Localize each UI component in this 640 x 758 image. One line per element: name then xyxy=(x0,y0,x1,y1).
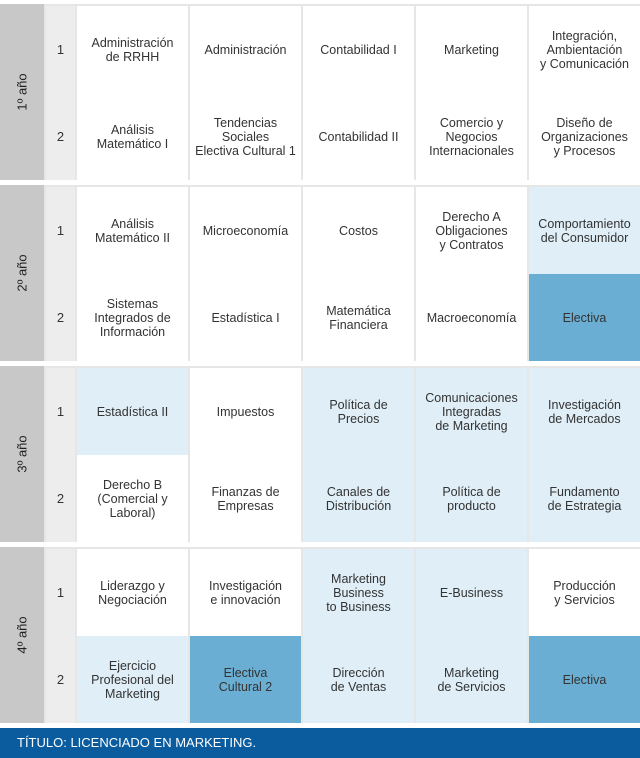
subject-cell xyxy=(77,368,188,455)
subject-name: Estadística I xyxy=(211,310,280,325)
year-block xyxy=(0,366,640,542)
subject-cell xyxy=(303,93,414,180)
subject-cell xyxy=(303,6,414,93)
subject-name: Diseño de Organizaciones y Procesos xyxy=(541,115,628,158)
subject-name: Marketing de Servicios xyxy=(437,665,506,694)
degree-title: TÍTULO: LICENCIADO EN MARKETING. xyxy=(17,735,257,750)
year-label-text: 2º año xyxy=(14,254,30,292)
subject-cell xyxy=(303,187,414,274)
subject-name: Sistemas Integrados de Información xyxy=(94,296,171,339)
subject-cell xyxy=(416,636,527,723)
subject-name: Análisis Matemático II xyxy=(94,216,171,245)
subject-cell xyxy=(529,274,640,361)
semester-number xyxy=(46,455,75,542)
subject-name: Dirección de Ventas xyxy=(330,665,387,694)
semester-number-text: 2 xyxy=(56,310,65,325)
subject-name: Contabilidad II xyxy=(318,129,399,144)
subject-cell xyxy=(416,6,527,93)
subject-cell xyxy=(303,636,414,723)
year-label xyxy=(0,185,44,361)
subject-name: Electiva xyxy=(562,672,607,687)
subject-cell xyxy=(529,6,640,93)
subject-cell xyxy=(416,455,527,542)
semester-number xyxy=(46,368,75,455)
subject-cell xyxy=(190,455,301,542)
subject-name: Tendencias Sociales Electiva Cultural 1 xyxy=(195,115,296,158)
subject-cell xyxy=(77,549,188,636)
semester-number-text: 1 xyxy=(56,585,65,600)
subject-name: Contabilidad I xyxy=(320,42,397,57)
subject-cell xyxy=(529,93,640,180)
subject-name: Marketing xyxy=(444,42,499,57)
subject-cell xyxy=(416,187,527,274)
subject-name: Ejercicio Profesional del Marketing xyxy=(91,658,174,701)
subject-name: Marketing Business to Business xyxy=(326,571,391,614)
subject-cell xyxy=(190,636,301,723)
subject-name: Electiva Cultural 2 xyxy=(218,665,273,694)
subject-cell xyxy=(190,93,301,180)
semester-number xyxy=(46,93,75,180)
subject-cell xyxy=(190,274,301,361)
semester-number xyxy=(46,549,75,636)
subject-cell xyxy=(529,636,640,723)
year-label xyxy=(0,366,44,542)
subject-name: Producción y Servicios xyxy=(553,578,616,607)
semester-number-text: 1 xyxy=(56,404,65,419)
subject-cell xyxy=(303,549,414,636)
subject-name: Investigación e innovación xyxy=(209,578,282,607)
subject-name: Fundamento de Estrategia xyxy=(547,484,622,513)
subject-cell xyxy=(77,636,188,723)
year-block xyxy=(0,4,640,180)
subject-name: Análisis Matemático I xyxy=(96,122,169,151)
subject-name: Finanzas de Empresas xyxy=(211,484,280,513)
subject-cell xyxy=(303,368,414,455)
subject-name: Electiva xyxy=(562,310,607,325)
subject-cell xyxy=(77,274,188,361)
year-label-text: 3º año xyxy=(14,435,30,473)
subject-cell xyxy=(77,93,188,180)
subject-cell xyxy=(77,455,188,542)
subject-name: Comercio y Negocios Internacionales xyxy=(429,115,514,158)
degree-title-footer xyxy=(0,728,640,758)
semester-number xyxy=(46,187,75,274)
year-label xyxy=(0,547,44,723)
subject-cell xyxy=(529,368,640,455)
subject-cell xyxy=(529,187,640,274)
subject-name: Liderazgo y Negociación xyxy=(98,578,167,607)
subject-cell xyxy=(190,368,301,455)
subject-cell xyxy=(529,549,640,636)
year-block xyxy=(0,547,640,723)
subject-cell xyxy=(77,6,188,93)
year-label-text: 4º año xyxy=(14,616,30,654)
subject-cell xyxy=(77,187,188,274)
subject-name: Administración de RRHH xyxy=(91,35,174,64)
year-block xyxy=(0,185,640,361)
subject-name: Microeconomía xyxy=(202,223,289,238)
year-label-text: 1º año xyxy=(14,73,30,111)
subject-cell xyxy=(303,274,414,361)
subject-name: Canales de Distribución xyxy=(325,484,392,513)
subject-name: Política de producto xyxy=(442,484,501,513)
semester-number-text: 1 xyxy=(56,223,65,238)
subject-name: Impuestos xyxy=(216,404,275,419)
year-label xyxy=(0,4,44,180)
subject-name: Administración xyxy=(204,42,287,57)
subject-cell xyxy=(529,455,640,542)
semester-number-text: 1 xyxy=(56,42,65,57)
semester-number xyxy=(46,636,75,723)
semester-number-text: 2 xyxy=(56,129,65,144)
subject-name: Integración, Ambientación y Comunicación xyxy=(540,28,629,71)
semester-number xyxy=(46,6,75,93)
subject-name: Investigación de Mercados xyxy=(548,397,621,426)
semester-number xyxy=(46,274,75,361)
subject-cell xyxy=(416,549,527,636)
subject-name: Derecho B (Comercial y Laboral) xyxy=(97,477,168,520)
subject-name: E-Business xyxy=(439,585,504,600)
subject-name: Comunicaciones Integradas de Marketing xyxy=(425,390,518,433)
semester-number-text: 2 xyxy=(56,672,65,687)
subject-cell xyxy=(303,455,414,542)
subject-cell xyxy=(416,274,527,361)
subject-name: Política de Precios xyxy=(329,397,388,426)
subject-cell xyxy=(416,93,527,180)
subject-name: Derecho A Obligaciones y Contratos xyxy=(435,209,508,252)
subject-name: Comportamiento del Consumidor xyxy=(538,216,631,245)
subject-cell xyxy=(190,549,301,636)
subject-name: Costos xyxy=(339,223,378,238)
subject-name: Estadística II xyxy=(96,404,169,419)
semester-number-text: 2 xyxy=(56,491,65,506)
subject-cell xyxy=(416,368,527,455)
subject-name: Macroeconomía xyxy=(426,310,517,325)
subject-cell xyxy=(190,6,301,93)
subject-cell xyxy=(190,187,301,274)
subject-name: Matemática Financiera xyxy=(326,303,391,332)
